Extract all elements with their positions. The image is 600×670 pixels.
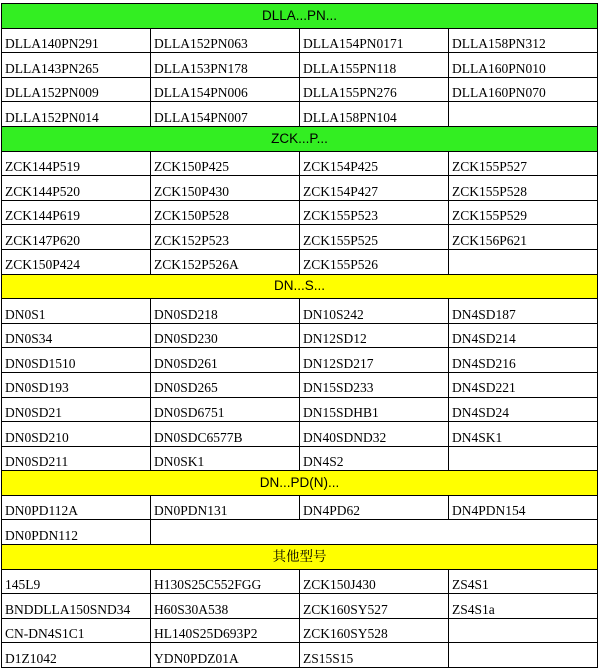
part-number-cell: YDN0PDZ01A [151,643,300,668]
part-number-cell: DLLA152PN014 [2,102,151,127]
part-number-cell: DLLA143PN265 [2,53,151,78]
part-number-cell: DN0SD261 [151,348,300,373]
section-header: DN...S... [2,274,598,299]
part-number-cell: BNDDLLA150SND34 [2,594,151,619]
part-number-cell: DLLA160PN070 [449,77,598,102]
part-number-cell: D1Z1042 [2,643,151,668]
part-number-cell: DLLA140PN291 [2,28,151,53]
part-number-cell: ZCK150P425 [151,151,300,176]
part-number-cell: ZCK154P427 [300,176,449,201]
part-number-cell: DN0S1 [2,299,151,324]
part-number-cell: H130S25C552FGG [151,569,300,594]
part-number-cell: DN0SD230 [151,323,300,348]
part-number-cell: DLLA155PN276 [300,77,449,102]
table-row [2,348,598,373]
part-number-cell: 145L9 [2,569,151,594]
table-row [2,422,598,447]
part-number-cell: DN15SDHB1 [300,397,449,422]
table-row [2,299,598,324]
part-number-cell: ZCK160SY527 [300,594,449,619]
table-row [2,495,598,520]
part-number-cell: HL140S25D693P2 [151,618,300,643]
part-number-cell: DN4SD216 [449,348,598,373]
part-number-cell: DN0SD193 [2,372,151,397]
part-number-cell: DN0PDN112 [2,520,151,545]
table-row [2,569,598,594]
part-number-cell: ZCK144P619 [2,200,151,225]
table-row [2,643,598,668]
part-number-cell: DLLA158PN312 [449,28,598,53]
part-number-cell: ZS15S15 [300,643,449,668]
part-number-cell: H60S30A538 [151,594,300,619]
part-number-cell: DLLA153PN178 [151,53,300,78]
part-number-cell: DLLA152PN063 [151,28,300,53]
table-row [2,77,598,102]
part-number-cell: ZCK152P526A [151,249,300,274]
part-number-cell: CN-DN4S1C1 [2,618,151,643]
table-row [2,618,598,643]
section-header-row [2,471,598,496]
part-number-cell: ZS4S1a [449,594,598,619]
part-number-cell: ZCK152P523 [151,225,300,250]
part-number-cell: ZCK150P424 [2,249,151,274]
part-number-cell: DLLA158PN104 [300,102,449,127]
part-number-cell: DN0SD1510 [2,348,151,373]
part-number-cell: DN40SDND32 [300,422,449,447]
table-row [2,200,598,225]
table-row [2,53,598,78]
part-number-cell: DLLA155PN118 [300,53,449,78]
table-row [2,249,598,274]
parts-table [1,3,598,668]
part-number-cell: ZCK154P425 [300,151,449,176]
part-number-cell: ZCK144P520 [2,176,151,201]
part-number-cell: DN0SD211 [2,446,151,471]
part-number-cell: ZCK150P430 [151,176,300,201]
part-number-cell: DN0SD218 [151,299,300,324]
empty-cell [449,249,598,274]
part-number-cell: ZCK144P519 [2,151,151,176]
part-number-cell: ZCK155P527 [449,151,598,176]
table-row [2,176,598,201]
part-number-cell: DN4S2 [300,446,449,471]
empty-cell [449,102,598,127]
section-header: DN...PD(N)... [2,471,598,496]
part-number-cell: ZCK155P523 [300,200,449,225]
part-number-cell: DLLA160PN010 [449,53,598,78]
part-number-cell: ZCK150J430 [300,569,449,594]
part-number-cell: ZS4S1 [449,569,598,594]
table-row [2,372,598,397]
part-number-cell: DLLA152PN009 [2,77,151,102]
part-number-cell: ZCK155P525 [300,225,449,250]
table-row [2,446,598,471]
part-number-cell: DN15SD233 [300,372,449,397]
part-number-cell: DN4SD221 [449,372,598,397]
table-row [2,323,598,348]
part-number-cell: DN4PD62 [300,495,449,520]
part-number-cell: DN0SDC6577B [151,422,300,447]
section-header: DLLA...PN... [2,4,598,29]
part-number-cell: DN0SK1 [151,446,300,471]
part-number-cell: ZCK155P529 [449,200,598,225]
part-number-cell: DLLA154PN006 [151,77,300,102]
part-number-cell: DN4SD187 [449,299,598,324]
section-header-row [2,4,598,29]
table-row [2,594,598,619]
part-number-cell: DN0SD265 [151,372,300,397]
table-row [2,102,598,127]
part-number-cell: DN0PD112A [2,495,151,520]
empty-cell [449,643,598,668]
part-number-cell: DN4SK1 [449,422,598,447]
part-number-cell: ZCK155P528 [449,176,598,201]
empty-cell [449,618,598,643]
section-header-row [2,545,598,570]
table-row [2,225,598,250]
part-number-cell: ZCK156P621 [449,225,598,250]
part-number-cell: DN0SD210 [2,422,151,447]
table-row [2,151,598,176]
section-header-row [2,126,598,151]
table-row [2,28,598,53]
part-number-cell: DN12SD12 [300,323,449,348]
part-number-cell: DLLA154PN0171 [300,28,449,53]
empty-cell [151,520,598,545]
part-number-cell: DLLA154PN007 [151,102,300,127]
part-number-cell: DN4PDN154 [449,495,598,520]
part-number-cell: DN4SD214 [449,323,598,348]
part-number-cell: ZCK155P526 [300,249,449,274]
section-header: ZCK...P... [2,126,598,151]
part-number-cell: ZCK150P528 [151,200,300,225]
part-number-cell: DN0SD6751 [151,397,300,422]
part-number-cell: ZCK147P620 [2,225,151,250]
part-number-cell: DN12SD217 [300,348,449,373]
table-row [2,397,598,422]
part-number-cell: DN0PDN131 [151,495,300,520]
part-number-cell: DN4SD24 [449,397,598,422]
part-number-cell: ZCK160SY528 [300,618,449,643]
empty-cell [449,446,598,471]
section-header-row [2,274,598,299]
part-number-cell: DN10S242 [300,299,449,324]
part-number-cell: DN0SD21 [2,397,151,422]
section-header: 其他型号 [2,545,598,570]
part-number-cell: DN0S34 [2,323,151,348]
table-row [2,520,598,545]
